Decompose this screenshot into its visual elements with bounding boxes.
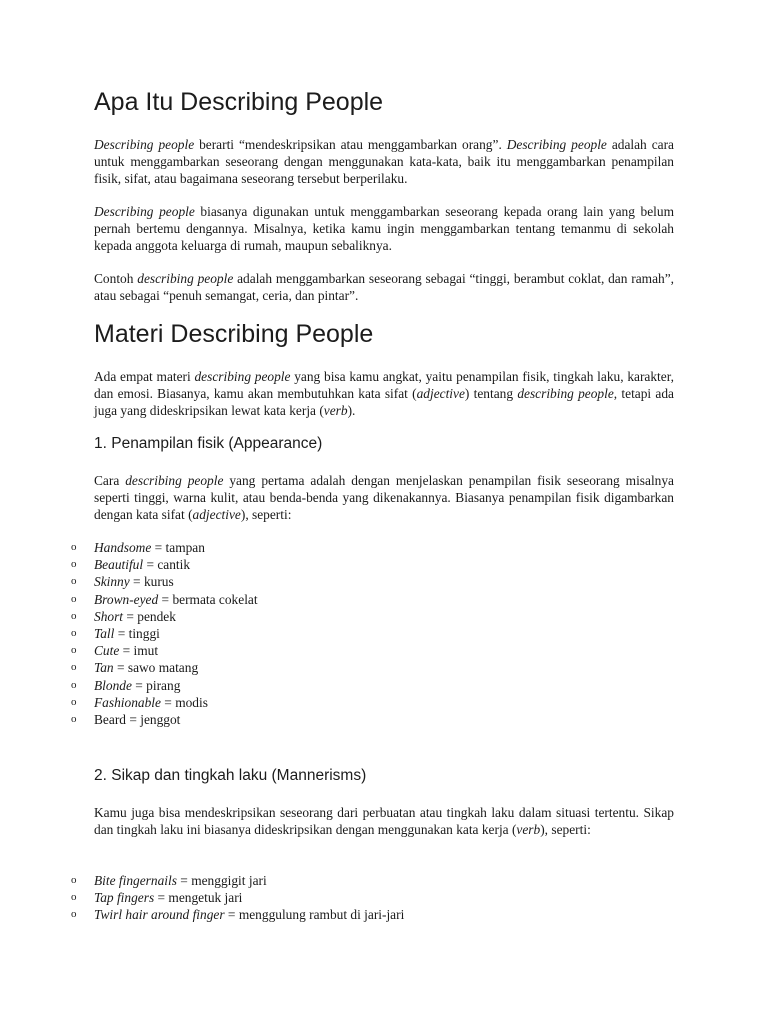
paragraph-materi-intro: Ada empat materi describing people yang bisa kamu angkat, yaitu penampilan fisik, tingkah laku, karakter, dan emosi. Biasanya, kamu akan membutuhkan kata sifat (adjective) tentang describing people, tetapi ada juga yang dideskripsikan lewat kata kerja (verb). xyxy=(94,369,674,418)
list-bullet-icon: o xyxy=(71,661,77,674)
subsection-title-mannerisms: 2. Sikap dan tingkah laku (Mannerisms) xyxy=(94,767,367,784)
list-bullet-icon: o xyxy=(71,695,77,708)
vocabulary-entry xyxy=(94,906,404,923)
vocabulary-meaning: = mengetuk jari xyxy=(154,890,243,906)
list-bullet-icon: o xyxy=(71,541,77,553)
vocabulary-meaning: = pirang xyxy=(131,677,181,693)
vocabulary-term: Cute xyxy=(94,643,120,659)
vocabulary-entry xyxy=(94,556,190,573)
vocabulary-entry xyxy=(94,677,180,694)
paragraph-mannerisms: Kamu juga bisa mendeskripsikan seseorang dari perbuatan atau tingkah laku dalam situasi tertentu. Sikap dan tingkah laku ini biasanya dideskripsikan dengan menggunakan kata kerja (verb), seperti: xyxy=(94,805,674,837)
vocabulary-entry xyxy=(94,872,267,889)
vocabulary-meaning: = pendek xyxy=(123,608,176,624)
vocabulary-entry xyxy=(94,625,160,642)
paragraph-example: Contoh describing people adalah menggambarkan seseorang sebagai “tinggi, berambut coklat, dan ramah”, atau sebagai “penuh semangat, ceria, dan pintar”. xyxy=(94,271,674,303)
vocabulary-entry xyxy=(94,608,176,625)
section-title-materi: Materi Describing People xyxy=(94,320,374,348)
vocabulary-entry xyxy=(94,539,205,556)
vocabulary-entry xyxy=(94,591,258,608)
vocabulary-entry xyxy=(94,694,208,711)
list-bullet-icon: o xyxy=(71,874,77,886)
vocabulary-entry xyxy=(94,889,242,906)
vocabulary-meaning: = menggulung rambut di jari-jari xyxy=(224,907,405,923)
list-bullet-icon: o xyxy=(71,575,77,588)
vocabulary-term: Fashionable xyxy=(94,694,161,710)
term-describing-people: Describing people xyxy=(94,137,195,152)
list-bullet-icon: o xyxy=(71,592,77,605)
vocabulary-term: Tan xyxy=(94,660,114,676)
paragraph-appearance: Cara describing people yang pertama adalah dengan menjelaskan penampilan fisik seseorang misalnya seperti tinggi, warna kulit, atau benda-benda yang dikenakannya. Biasanya penampilan fisik digambarkan dengan kata sifat (adjective), seperti: xyxy=(94,473,674,522)
vocabulary-meaning: = jenggot xyxy=(125,712,181,727)
vocabulary-entry xyxy=(94,711,180,728)
list-bullet-icon: o xyxy=(71,891,77,904)
list-bullet-icon: o xyxy=(71,609,77,622)
vocabulary-term: Short xyxy=(94,608,124,624)
vocabulary-meaning: = kurus xyxy=(129,574,174,590)
list-bullet-icon: o xyxy=(71,678,77,691)
vocabulary-entry xyxy=(94,642,158,659)
vocabulary-entry xyxy=(94,659,198,676)
vocabulary-term: Twirl hair around finger xyxy=(94,907,225,923)
vocabulary-term: Bite fingernails xyxy=(94,873,177,888)
paragraph-usage: Describing people biasanya digunakan untuk menggambarkan seseorang kepada orang lain yang belum pernah bertemu dengannya. Misalnya, ketika kamu ingin menggambarkan tentang temanmu di sekolah kepada anggota keluarga di rumah, maupun sebaliknya. xyxy=(94,204,675,253)
vocabulary-meaning: = cantik xyxy=(143,557,191,573)
vocabulary-term: Tap fingers xyxy=(94,890,155,906)
vocabulary-meaning: = tampan xyxy=(151,540,205,555)
list-bullet-icon: o xyxy=(71,627,77,639)
vocabulary-term: Beard xyxy=(94,712,126,727)
list-bullet-icon: o xyxy=(71,908,77,921)
vocabulary-term: Blonde xyxy=(94,677,132,693)
paragraph-definition: Describing people berarti “mendeskripsikan atau menggambarkan orang”. Describing people adalah cara untuk menggambarkan seseorang dengan menggunakan kata-kata, baik itu menggambarkan penampilan fisik, sifat, atau bagaimana seseorang tersebut berperilaku. xyxy=(94,137,674,186)
list-bullet-icon: o xyxy=(71,644,77,657)
subsection-title-appearance: 1. Penampilan fisik (Appearance) xyxy=(94,435,323,452)
vocabulary-entry xyxy=(94,573,174,590)
vocabulary-term: Beautiful xyxy=(94,557,144,573)
vocabulary-meaning: = modis xyxy=(160,694,208,710)
vocabulary-meaning: = bermata cokelat xyxy=(158,591,258,607)
vocabulary-meaning: = menggigit jari xyxy=(176,873,267,888)
vocabulary-term: Handsome xyxy=(94,540,152,555)
section-title-apa-itu: Apa Itu Describing People xyxy=(94,88,384,116)
vocabulary-term: Brown-eyed xyxy=(94,591,159,607)
list-bullet-icon: o xyxy=(71,713,77,725)
vocabulary-term: Skinny xyxy=(94,574,130,590)
list-bullet-icon: o xyxy=(71,558,77,571)
vocabulary-meaning: = tinggi xyxy=(114,626,160,641)
vocabulary-meaning: = imut xyxy=(119,643,159,659)
vocabulary-term: Tall xyxy=(94,626,115,641)
vocabulary-meaning: = sawo matang xyxy=(113,660,199,676)
